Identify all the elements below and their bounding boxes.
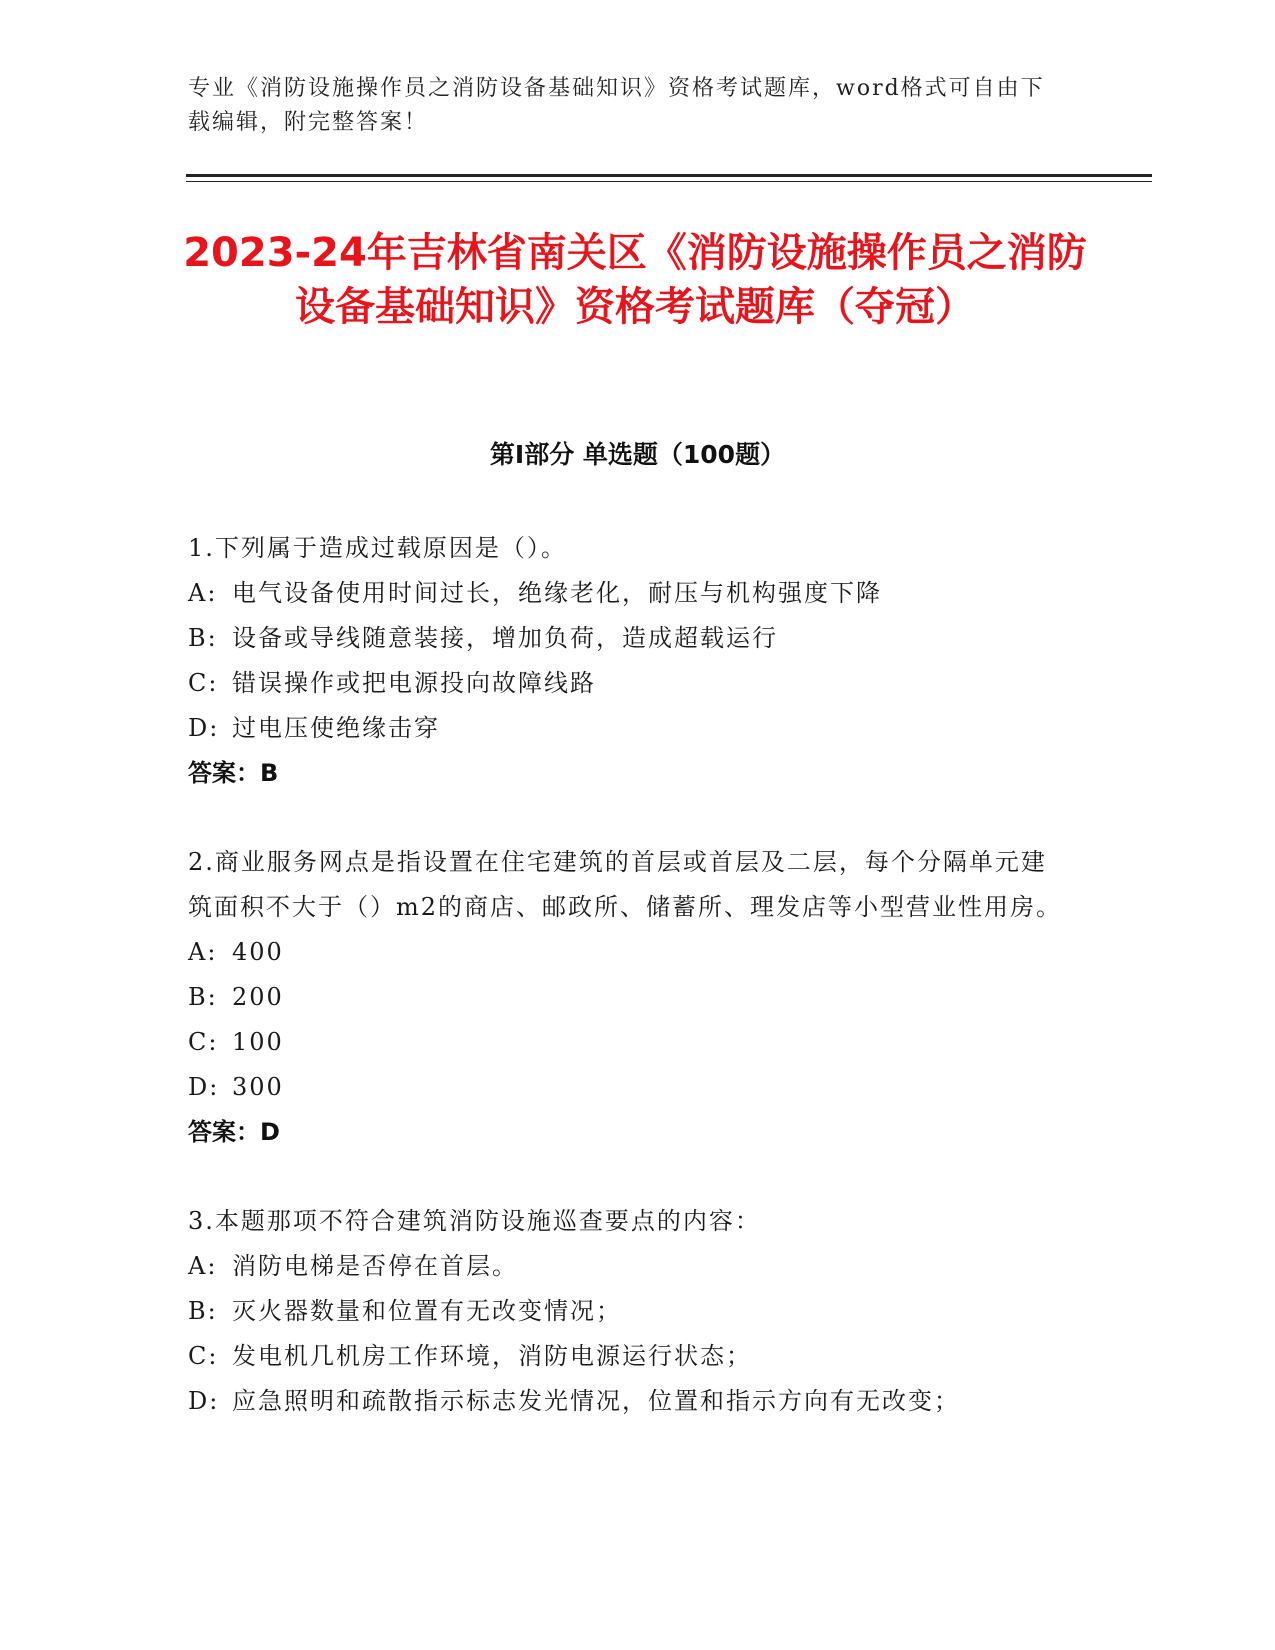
option-c (188, 661, 1068, 706)
option-c (188, 1020, 1068, 1065)
option-key: B: (188, 1297, 218, 1325)
option-text: 过电压使绝缘击穿 (232, 714, 440, 742)
option-d (188, 706, 1068, 751)
option-text: 电气设备使用时间过长，绝缘老化，耐压与机构强度下降 (232, 579, 882, 607)
option-key: A: (188, 579, 218, 607)
option-text: 错误操作或把电源投向故障线路 (232, 669, 596, 697)
option-key: D: (188, 1387, 220, 1415)
option-key: C: (188, 669, 219, 697)
option-b (188, 1289, 1068, 1334)
option-b (188, 975, 1068, 1020)
option-key: C: (188, 1342, 219, 1370)
option-b (188, 616, 1068, 661)
option-a (188, 930, 1068, 975)
question-stem: 2.商业服务网点是指设置在住宅建筑的首层或首层及二层，每个分隔单元建筑面积不大于（）m2的商店、邮政所、储蓄所、理发店等小型营业性用房。 (188, 848, 1063, 921)
option-key: C: (188, 1028, 219, 1056)
option-key: D: (188, 1073, 220, 1101)
question-stem: 1.下列属于造成过载原因是（）。 (188, 534, 567, 562)
option-c (188, 1334, 1068, 1379)
option-text: 消防电梯是否停在首层。 (232, 1252, 518, 1280)
option-text: 发电机几机房工作环境，消防电源运行状态； (232, 1342, 752, 1370)
question-3 (188, 1199, 1068, 1424)
option-text: 200 (232, 983, 284, 1011)
option-text: 灭火器数量和位置有无改变情况； (232, 1297, 622, 1325)
answer-line: 答案：B (188, 759, 279, 787)
option-text: 设备或导线随意装接，增加负荷，造成超载运行 (232, 624, 778, 652)
option-d (188, 1379, 1068, 1424)
option-text: 100 (232, 1028, 284, 1056)
option-d (188, 1065, 1068, 1110)
option-text: 300 (232, 1073, 284, 1101)
question-stem: 3.本题那项不符合建筑消防设施巡查要点的内容： (188, 1207, 761, 1235)
document-title: 2023-24年吉林省南关区《消防设施操作员之消防设备基础知识》资格考试题库（夺冠） (183, 230, 1087, 330)
option-key: B: (188, 624, 218, 652)
header-rule-thin (186, 181, 1152, 182)
option-a (188, 571, 1068, 616)
question-list (188, 526, 1068, 1468)
option-key: A: (188, 1252, 218, 1280)
question-2 (188, 840, 1068, 1155)
section-title: 第I部分 单选题（100题） (489, 440, 786, 469)
header-rule-thick (186, 174, 1152, 177)
option-key: D: (188, 714, 220, 742)
header-note: 专业《消防设施操作员之消防设备基础知识》资格考试题库，word格式可自由下载编辑，附完整答案！ (188, 76, 1045, 135)
option-a (188, 1244, 1068, 1289)
question-1 (188, 526, 1068, 796)
answer-line: 答案：D (188, 1118, 280, 1146)
option-text: 400 (232, 938, 284, 966)
option-key: A: (188, 938, 218, 966)
option-text: 应急照明和疏散指示标志发光情况，位置和指示方向有无改变； (232, 1387, 960, 1415)
option-key: B: (188, 983, 218, 1011)
